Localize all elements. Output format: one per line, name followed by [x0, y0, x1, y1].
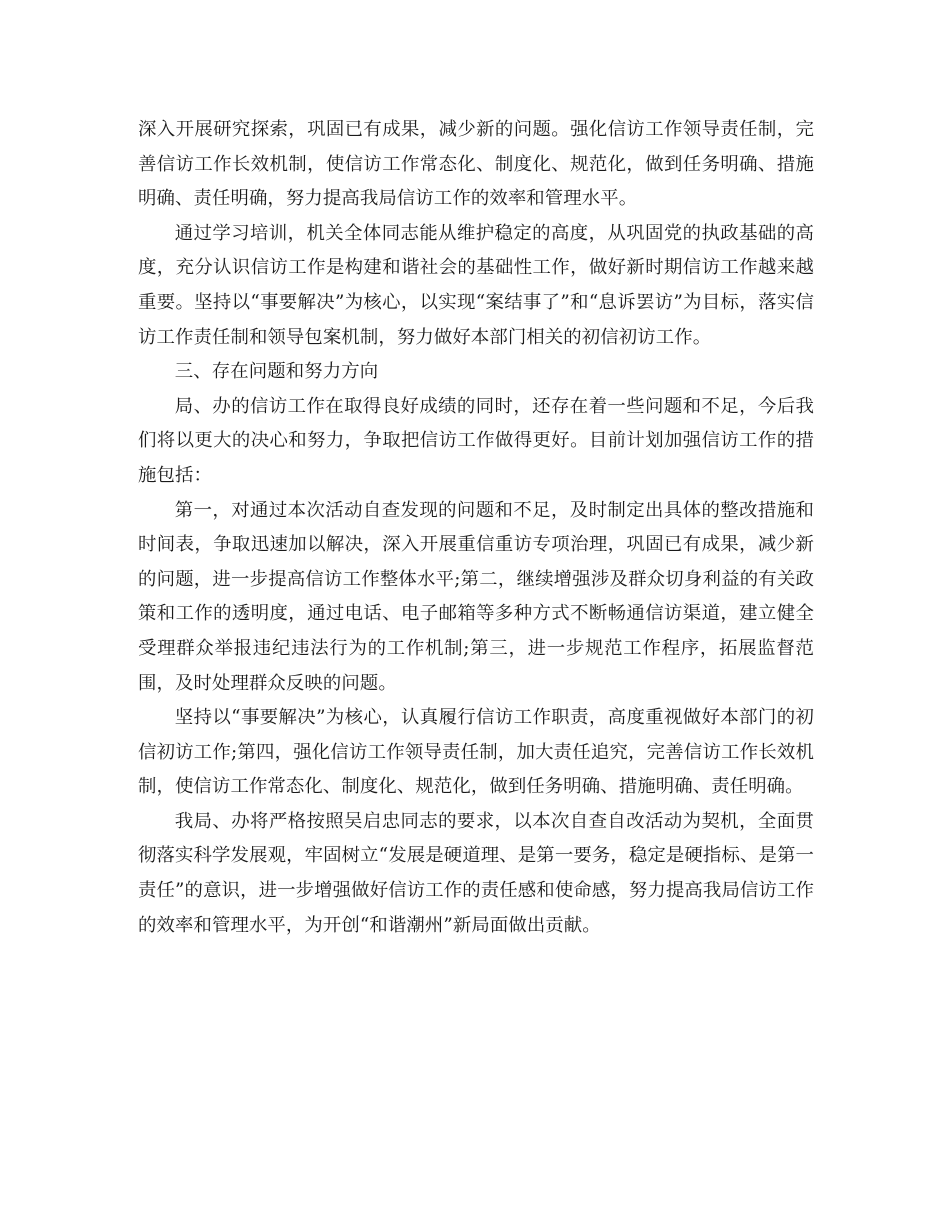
paragraph-conclusion: 我局、办将严格按照吴启忠同志的要求，以本次自查自改活动为契机，全面贯彻落实科学发展观，牢固树立“发展是硬道理、是第一要务，稳定是硬指标、是第一责任”的意识，进一步增强做好信访工作的责任感和使命感，努力提高我局信访工作的效率和管理水平，为开创“和谐潮州”新局面做出贡献。: [138, 810, 814, 936]
document-body: [138, 113, 814, 943]
paragraph-measure-four: 坚持以“事要解决”为核心，认真履行信访工作职责，高度重视做好本部门的初信初访工作;第四，强化信访工作领导责任制，加大责任追究，完善信访工作长效机制，使信访工作常态化、制度化、规范化，做到任务明确、措施明确、责任明确。: [138, 707, 814, 798]
paragraph-measures-one-to-three: 第一，对通过本次活动自查发现的问题和不足，及时制定出具体的整改措施和时间表，争取迅速加以解决，深入开展重信重访专项治理，巩固已有成果，减少新的问题，进一步提高信访工作整体水平;第二，继续增强涉及群众切身利益的有关政策和工作的透明度，通过电话、电子邮箱等多种方式不断畅通信访渠道，建立健全受理群众举报违纪违法行为的工作机制;第三，进一步规范工作程序，拓展监督范围，及时处理群众反映的问题。: [138, 499, 814, 694]
paragraph-training: 通过学习培训，机关全体同志能从维护稳定的高度，从巩固党的执政基础的高度，充分认识信访工作是构建和谐社会的基础性工作，做好新时期信访工作越来越重要。坚持以“事要解决”为核心，以实现“案结事了”和“息诉罢访”为目标，落实信访工作责任制和领导包案机制，努力做好本部门相关的初信初访工作。: [138, 222, 814, 348]
paragraph-problems-intro: 局、办的信访工作在取得良好成绩的同时，还存在着一些问题和不足，今后我们将以更大的决心和努力，争取把信访工作做得更好。目前计划加强信访工作的措施包括：: [138, 395, 814, 486]
paragraph-continuation: 深入开展研究探索，巩固已有成果，减少新的问题。强化信访工作领导责任制，完善信访工作长效机制，使信访工作常态化、制度化、规范化，做到任务明确、措施明确、责任明确，努力提高我局信访工作的效率和管理水平。: [138, 119, 814, 210]
section-heading-problems: 三、存在问题和努力方向: [174, 361, 379, 383]
